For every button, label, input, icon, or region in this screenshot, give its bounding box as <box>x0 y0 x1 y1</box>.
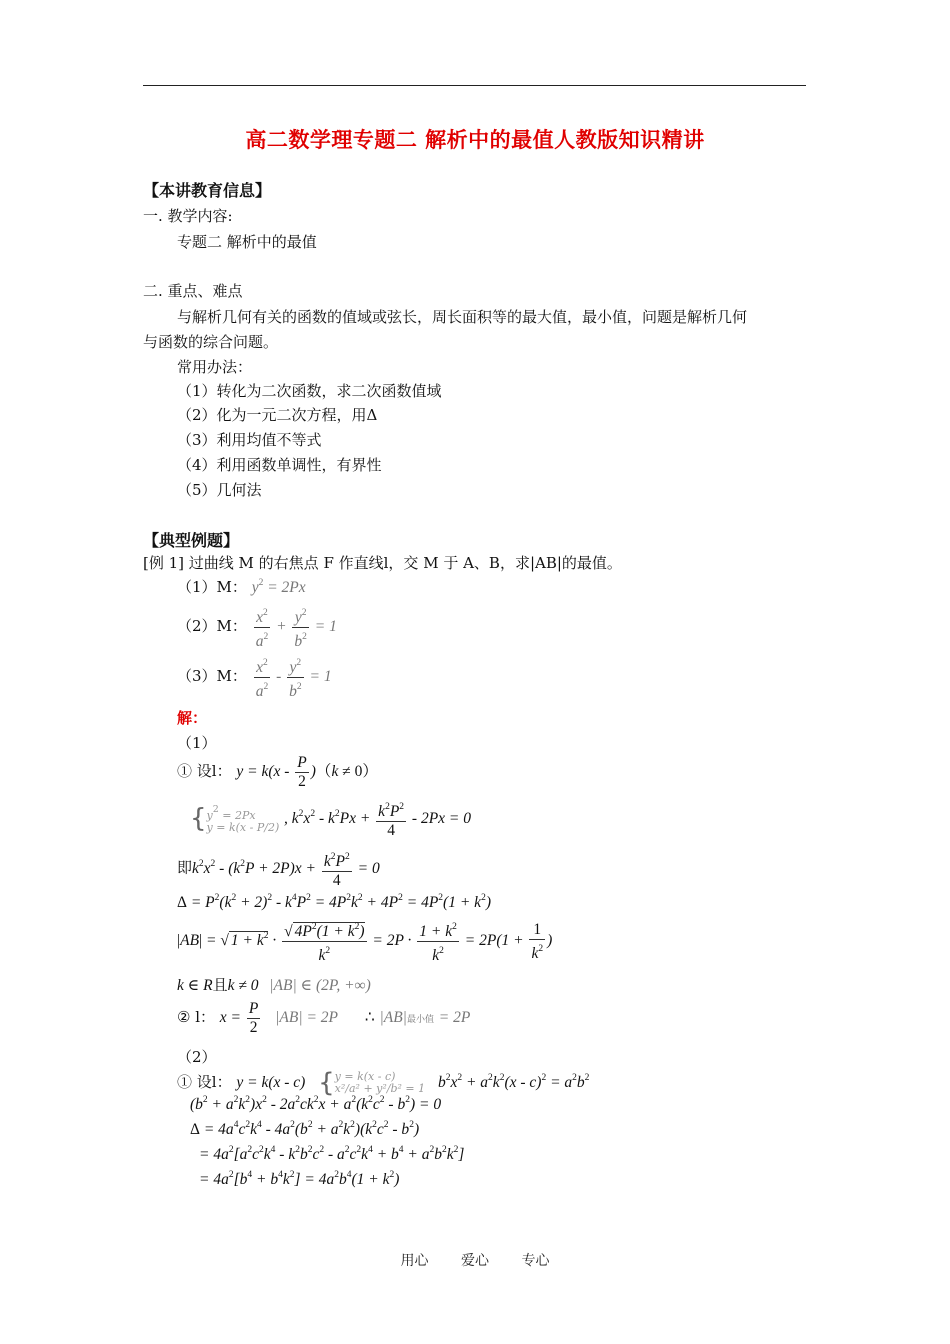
range-result: k ∈ R且k ≠ 0 |AB| ∈ (2P, +∞) <box>177 976 371 994</box>
step-2-prefix: ② l： <box>177 1008 216 1027</box>
discriminant-2-step-2: = $4a^2[a^2c^2k^4 - k^2b^2c^2 - a^2c^2k^4 + b^4 + a^2b^2k^2]$ <box>199 1145 465 1163</box>
quadratic-2: $(b^2 + a^2k^2)x^2 - 2a^2ck^2x + a^2(k^2c^2 - b^2) = 0$ <box>190 1095 442 1113</box>
header-rule <box>143 85 806 86</box>
example-1-statement: [例 1] 过曲线 M 的右焦点 F 作直线l，交 M 于 A、B，求|AB|的最值。 <box>143 554 622 572</box>
method-5: （5）几何法 <box>177 481 262 499</box>
topic-content: 专题二 解析中的最值 <box>177 233 317 251</box>
method-1: （1）转化为二次函数，求二次函数值域 <box>177 382 442 400</box>
step-set-prefix: ① 设l： <box>177 762 232 781</box>
section-heading-info: 【本讲教育信息】 <box>143 181 272 200</box>
quadratic-expansion: , $k^2x^2 - k^2Px$ + $\frac{k^2P^2}{4}$ - 2Px = 0 <box>284 810 471 827</box>
case-1-label: （1）M： <box>177 578 247 596</box>
item-teaching-content: 一. 教学内容: <box>143 207 233 225</box>
and-label: 且 <box>212 976 228 994</box>
case-3 <box>177 654 332 701</box>
ie-label: 即 <box>177 858 193 877</box>
simplified-quadratic: 即$k^2x^2 - (k^2P + 2P)x$ + $\frac{k^2P^2}{4}$ = 0 <box>177 848 380 890</box>
system-of-equations-2: y = k(x - c) x²/a² + y²/b² = 1 <box>334 1070 426 1095</box>
case-1 <box>177 576 306 597</box>
method-3: （3）利用均值不等式 <box>177 431 322 449</box>
document-title: 高二数学理专题二 解析中的最值人教版知识精讲 <box>245 127 705 152</box>
page-footer <box>0 1250 950 1270</box>
parabola-equation: $y^2 = 2Px$ <box>251 578 306 596</box>
part-1-label: （1） <box>177 734 217 752</box>
part-2-label: （2） <box>177 1048 217 1066</box>
ellipse-equation: $\frac{x^2}{a^2}$ + $\frac{y^2}{b^2}$ = 1 <box>252 618 337 635</box>
chord-length-formula: |AB| = √ $1 + k^2$ · $\frac{√ 4P^2(1 + k^2)}{k^2}$ = 2P · $\frac{1 + k^2}{k^2}$ = 2P(1 + $\frac{1}{k^2}$ ) <box>177 918 552 965</box>
solution-label: 解： <box>177 709 208 727</box>
discriminant-1: $\Delta = P^2(k^2 + 2)^2 - k^4P^2 = 4P^2k^2 + 4P^2 = 4P^2(1 + k^2)$ <box>177 893 491 911</box>
case-3-label: （3）M： <box>177 667 247 686</box>
min-value-subscript: 最小值 <box>406 1015 434 1026</box>
case-2-label: （2）M： <box>177 617 247 636</box>
method-4: （4）利用函数单调性，有界性 <box>177 456 382 474</box>
section-heading-examples: 【典型例题】 <box>143 531 240 550</box>
paragraph-line-2: 与函数的综合问题。 <box>143 333 279 351</box>
step-set-line-2: ① 设l： y = k(x - c) {y = k(x - c) x²/a² + y²/b² = 1 $b^2x^2 + a^2k^2(x - c)^2 = a^2b^2$ <box>177 1068 590 1098</box>
substitution-step: {$y^2 = 2Px$ y = k(x - P/2) , $k^2x^2 - k^2Px$ + $\frac{k^2P^2}{4}$ - 2Px = 0 <box>190 798 471 840</box>
line-equation-1: y = k(x - $\frac{P}{2}$ ) <box>236 754 316 790</box>
vertical-line-case: ② l： x = $\frac{P}{2}$ |AB| = 2P ∴ |AB|最小值 = 2P <box>177 1000 471 1036</box>
step-set-prefix-2: ① 设l： <box>177 1073 232 1091</box>
step-set-line: ① 设l： y = k(x - $\frac{P}{2}$ )（k ≠ 0） <box>177 754 378 790</box>
footer-item: 爱心 <box>461 1253 489 1269</box>
method-2: （2）化为一元二次方程，用Δ <box>177 406 378 424</box>
therefore-symbol: ∴ <box>364 1009 375 1027</box>
hyperbola-equation: $\frac{x^2}{a^2}$ - $\frac{y^2}{b^2}$ = 1 <box>252 668 332 685</box>
footer-item: 专心 <box>521 1253 550 1269</box>
item-key-points: 二. 重点、难点 <box>143 282 243 300</box>
paragraph-line-1: 与解析几何有关的函数的值域或弦长，周长面积等的最大值，最小值，问题是解析几何 <box>177 308 748 326</box>
footer-item: 用心 <box>400 1253 429 1269</box>
case-2 <box>177 604 337 651</box>
system-of-equations: $y^2 = 2Px$ y = k(x - P/2) <box>206 803 280 834</box>
methods-label: 常用办法： <box>177 358 253 376</box>
discriminant-2-step-3: = $4a^2[b^4 + b^4k^2] = 4a^2b^4(1 + k^2)$ <box>199 1170 400 1188</box>
discriminant-2: $\Delta = 4a^4c^2k^4 - 4a^2(b^2 + a^2k^2)(k^2c^2 - b^2)$ <box>190 1120 420 1138</box>
